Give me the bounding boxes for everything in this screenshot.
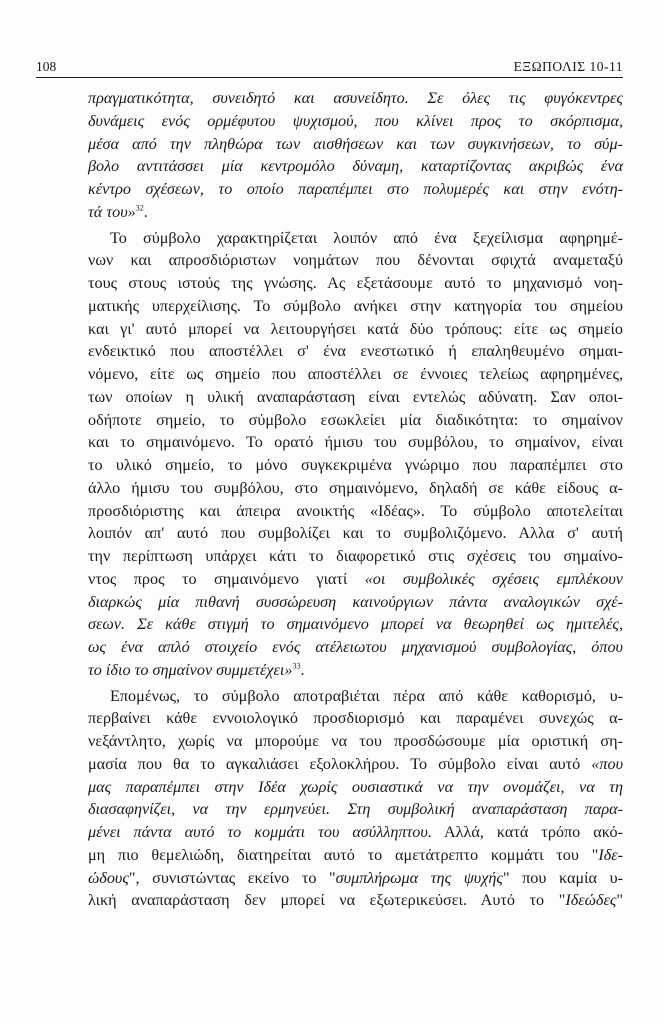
text-run: σεων. Σε κάθε στιγμή το σημαινόμενο μπορεί να θεωρηθεί ως ημιτελές, [88,615,623,634]
text-line [88,87,623,110]
text-run: τους στους ιστούς της γνώσης. Ας εξετάσουμε αυτό το μηχανισμό νοη- [88,274,623,292]
text-run: λοιπόν απ' αυτό που συμβολίζει και το συμβολιζόμενο. Αλλα σ' αυτή [88,524,623,543]
text-line [88,659,623,682]
text-run: ενδεικτικό που αποστέλλει σ' ένα ενεστωτικό ή επαληθευμένο σημαι- [88,342,623,361]
text-line [88,591,623,614]
text-line [88,753,623,776]
text-line [88,568,623,591]
text-run: Το σύμβολο χαρακτηρίζεται λοιπόν από ένα ξεχείλισμα αφηρημέ- [110,228,623,247]
text-run: διασαφηνίζει, να την ερμηνεύει. [88,800,331,819]
text-line [88,636,623,659]
text-line [88,178,623,201]
text-line [88,730,623,753]
text-run: ", συνιστώντας εκείνο το " [128,868,336,887]
text-run: Αλλά, κατά τρόπο ακό- [431,823,623,841]
text-line [88,409,623,432]
text-run: και το σημαινόμενο. Το ορατό ήμισυ του συμβόλου, το σημαίνον, είναι [88,433,623,452]
text-line [88,201,623,224]
text-run: ντος προς το σημαινόμενο γιατί [88,569,365,588]
text-run: βολο αντιτάσσει μία κεντρομόλο δύναμη, καταρτίζοντας ακριβώς ένα [88,157,623,176]
paragraph [88,227,623,682]
text-line [88,685,623,708]
text-run: οδήποτε σημείο, το σύμβολο εσωκλείει μία διαδικότητα: το σημαίνον [88,410,623,429]
text-run: ματικής υπερχείλισης. Το σύμβολο ανήκει στην κατηγορία του σημείου [88,296,623,315]
text-line [88,249,623,272]
text-run: προσδιόριστης και άπειρα ανοικτής «Ιδέας». Το σύμβολο αποτελείται [88,501,623,520]
text-run [330,800,347,818]
text-run: συμπλήρωμα της ψυχής [335,868,503,887]
text-run: μένει πάντα αυτό το κομμάτι του ασύλληπτου. [88,823,432,841]
text-run: δυνάμεις ενός ορμέφυτου ψυχισμού, που κλίνει προς το σκόρπισμα, [88,111,623,130]
text-run: " που καμία υ- [502,868,623,887]
text-run: περβαίνει κάθε εννοιολογικό προσδιορισμό και παραμένει συνεχώς α- [88,709,623,728]
text-run: . [300,660,305,679]
text-run: " [616,891,623,910]
text-run: κέντρο σχέσεων, το οποίο παραπέμπει στο πολυμερές και στην ενότη- [88,180,623,198]
text-run: νόμενο, είτε ως σημείο που αποστέλλει σε έννοιες τελείως αφηρημένες, [88,365,623,383]
text-run: το υλικό σημείο, το μόνο συγκεκριμένα γνώριμο που παραπέμπει στο [88,456,623,474]
page-number: 108 [36,59,57,74]
text-line [88,133,623,156]
text-run: «που [591,754,623,773]
text-line [88,110,623,133]
text-line [88,318,623,341]
footnote-ref: 33 [292,661,301,671]
body-text [88,87,623,915]
text-line [88,386,623,409]
text-run: την περίπτωση υπάρχει κάτι το διαφορετικό στις σχέσεις του σημαίνο- [88,547,623,565]
paragraph [88,87,623,224]
text-line [88,545,623,568]
text-run: Επομένως, το σύμβολο αποτραβιέται πέρα από κάθε καθορισμό, υ- [110,686,623,705]
text-run: μασία που θα το αγκαλιάσει εξολοκλήρου. Το σύμβολο είναι αυτό [88,754,592,773]
text-run: άλλο ήμισυ του συμβόλου, στο σημαινόμενο, δηλαδή σε κάθε είδους α- [88,478,623,497]
text-line [88,522,623,545]
text-line [88,776,623,799]
text-line [88,798,623,821]
text-run: πραγματικότητα, συνειδητό και ασυνείδητο. Σε όλες τις φυγόκεντρες [88,89,623,107]
text-line [88,477,623,500]
text-line [88,867,623,890]
header-rule [36,77,623,78]
text-run: νων και απροσδιόριστων νοημάτων που δένονται σφιχτά αναμεταξύ [88,251,623,270]
text-run: και γι' αυτό μπορεί να λειτουργήσει κατά δύο τρόπους: είτε ως σημείο [88,319,623,338]
text-line [88,500,623,523]
text-run: «οι συμβολικές σχέσεις εμπλέκουν [364,569,623,588]
text-run: των οποίων η υλική αναπαράσταση είναι εντελώς αδύνατη. Σαν οποι- [88,387,623,406]
running-header [36,55,623,75]
text-run: μη πιο θεμελιώδη, διατηρείται αυτό το αμετάτρεπτο κομμάτι του " [88,845,599,864]
text-run: τά του» [88,202,136,221]
text-line [88,227,623,250]
text-line [88,431,623,454]
journal-title: ΕΞΩΠΟΛΙΣ 10-11 [513,59,623,74]
text-line [88,340,623,363]
text-line [88,272,623,295]
text-run: διαρκώς μία πιθανή συσσώρευση καινούργιων πάντα αναλογικών σχέ- [88,592,623,611]
text-run: ως ένα απλό στοιχείο ενός ατέλειωτου μηχανισμού συμβολογίας, όπου [88,638,623,656]
text-run: το ίδιο το σημαίνον συμμετέχει» [88,660,293,679]
text-run: . [143,202,148,221]
text-line [88,613,623,636]
text-line [88,295,623,318]
text-run: μας παραπέμπει στην Ιδέα χωρίς ουσιαστικά να την ονομάζει, να τη [88,777,623,796]
text-run: μέσα από την πληθώρα των αισθήσεων και των συγκινήσεων, το σύμ- [88,134,623,153]
text-run: ώδους [88,868,129,887]
text-line [88,821,623,844]
text-line [88,844,623,867]
text-run: Στη συμβολική αναπαράσταση παρα- [347,800,624,819]
text-run: Ιδεώδες [565,891,617,910]
text-run: λική αναπαράσταση δεν μπορεί να εξωτερικεύσει. Αυτό το " [88,891,566,910]
text-run: νεξάντλητο, χωρίς να μπορούμε να του προσδώσουμε μία οριστική ση- [88,732,623,750]
paragraph [88,685,623,913]
text-line [88,363,623,386]
text-run: Ιδε- [598,845,623,864]
text-line [88,889,623,912]
text-line [88,155,623,178]
text-line [88,454,623,477]
footnote-ref: 32 [135,203,144,213]
text-line [88,707,623,730]
